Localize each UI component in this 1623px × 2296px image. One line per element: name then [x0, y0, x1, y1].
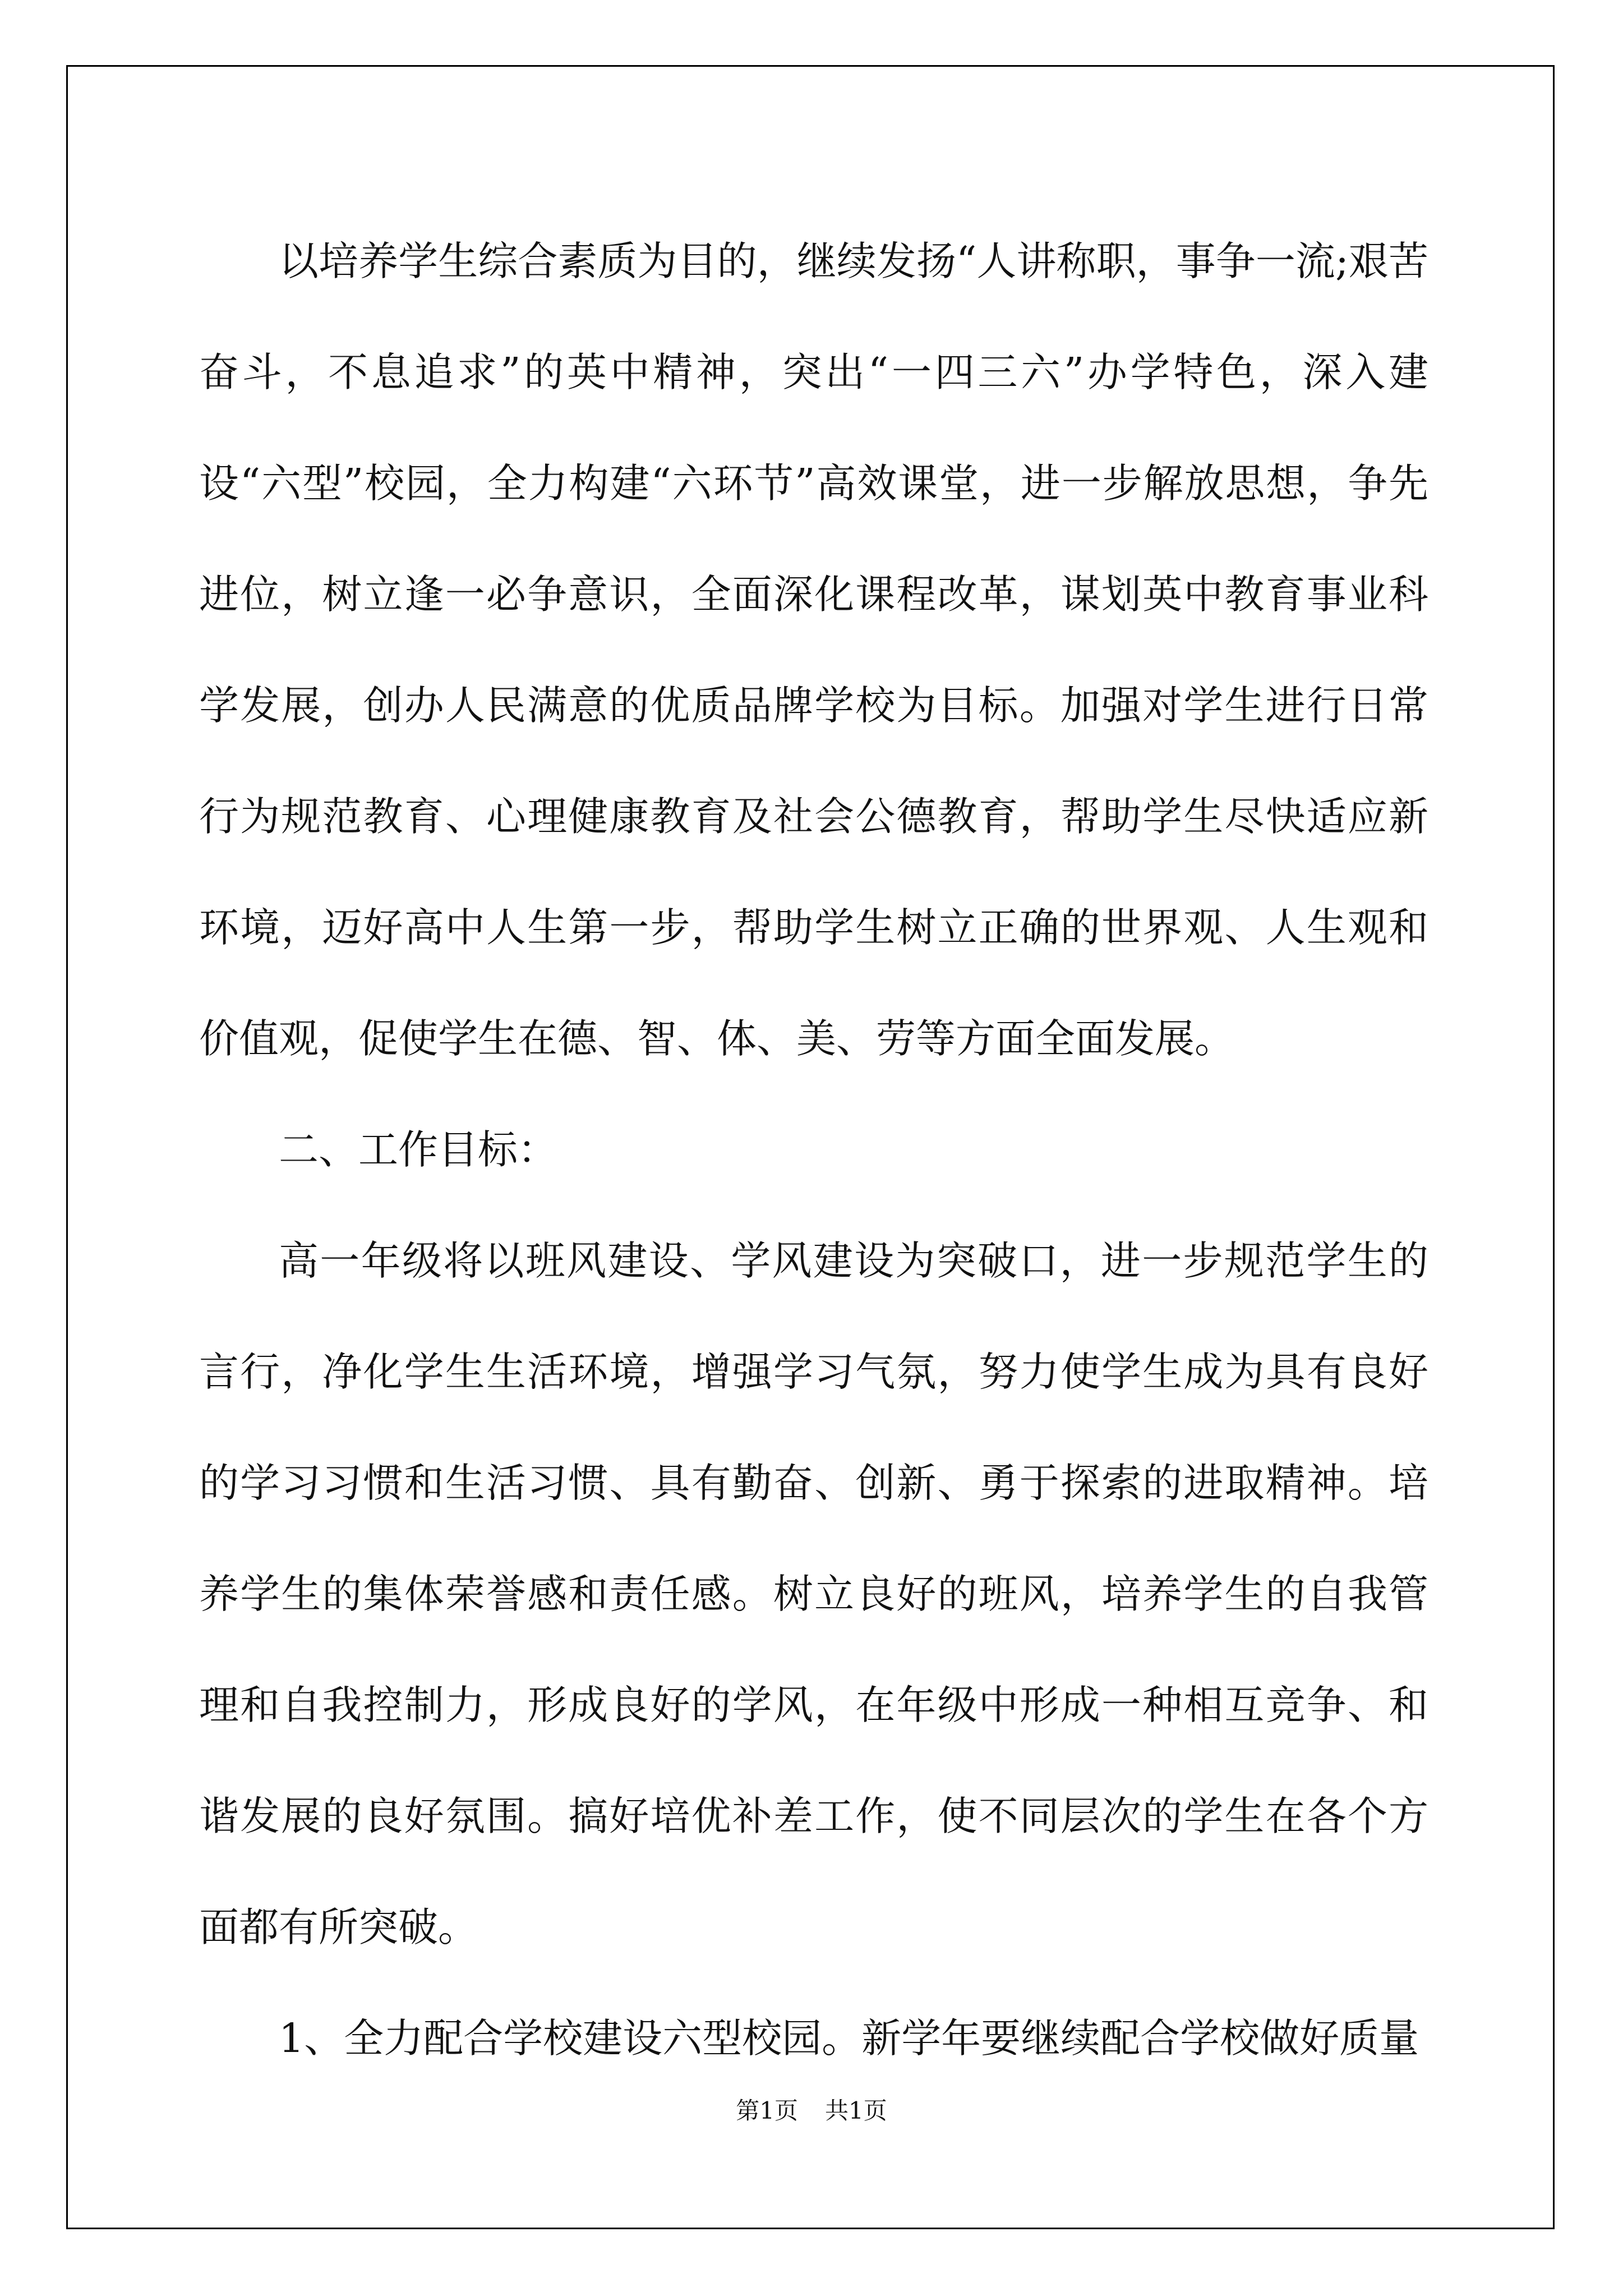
page-footer — [0, 2092, 1623, 2126]
paragraph-purpose: 以培养学生综合素质为目的，继续发扬“人讲称职，事争一流;艰苦奋斗，不息追求”的英中精神，突出“一四三六”办学特色，深入建设“六型”校园，全力构建“六环节”高效课堂，进一步解放思想，争先进位，树立逢一必争意识，全面深化课程改革，谋划英中教育事业科学发展，创办人民满意的优质品牌学校为目标。加强对学生进行日常行为规范教育、心理健康教育及社会公德教育，帮助学生尽快适应新环境，迈好高中人生第一步，帮助学生树立正确的世界观、人生观和价值观，促使学生在德、智、体、美、劳等方面全面发展。 — [199, 238, 1428, 1062]
page-total: 共1页 — [825, 2097, 887, 2124]
paragraph-goals: 高一年级将以班风建设、学风建设为突破口，进一步规范学生的言行，净化学生生活环境，增强学习气氛，努力使学生成为具有良好的学习习惯和生活习惯、具有勤奋、创新、勇于探索的进取精神。培养学生的集体荣誉感和责任感。树立良好的班风，培养学生的自我管理和自我控制力，形成良好的学风，在年级中形成一种相互竞争、和谐发展的良好氛围。搞好培优补差工作，使不同层次的学生在各个方面都有所突破。 — [199, 1237, 1428, 1950]
paragraph-item-1: 1、全力配合学校建设六型校园。新学年要继续配合学校做好质量 — [279, 2015, 1419, 2062]
page-number: 第1页 — [736, 2097, 798, 2124]
section-heading-work-goals: 二、工作目标： — [279, 1126, 558, 1173]
document-body — [199, 206, 1428, 2094]
